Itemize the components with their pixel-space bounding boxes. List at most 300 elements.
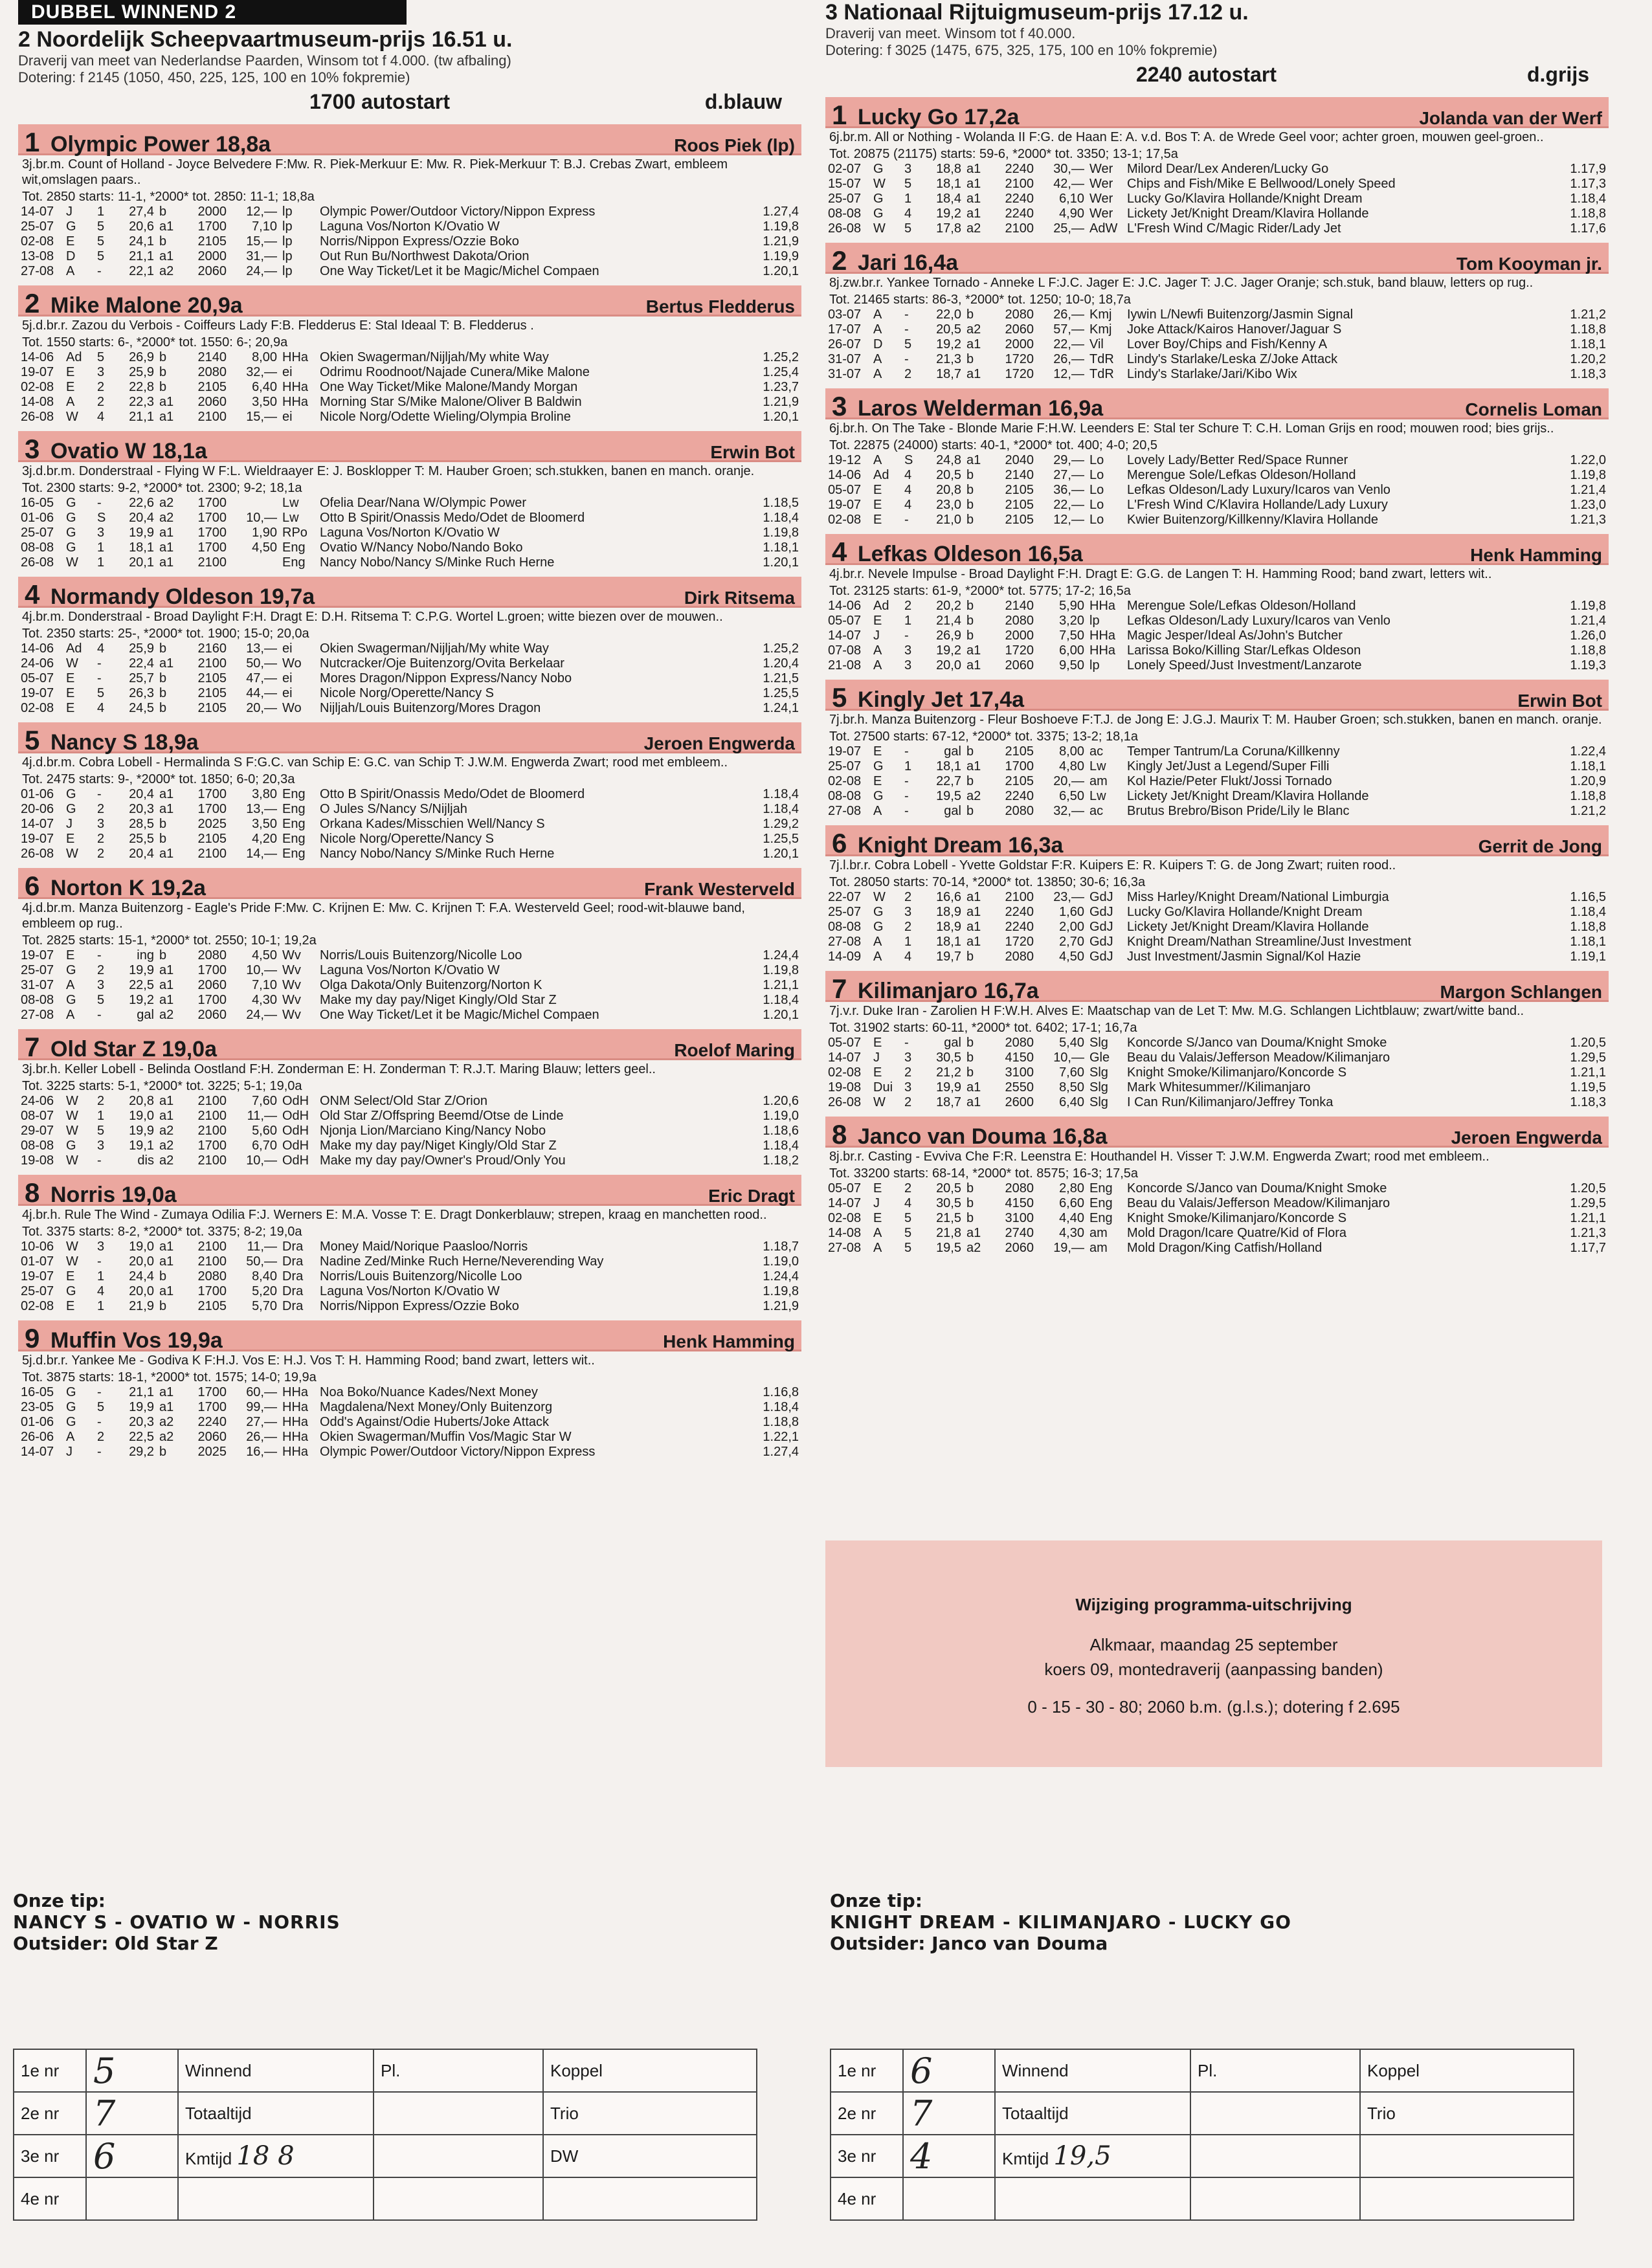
table-cell: 7,10 [252,219,277,234]
table-cell: 2060 [197,264,227,278]
table-cell: 26-08 [21,555,54,570]
table-cell: lp [1089,614,1100,628]
table-cell: HHa [282,1445,309,1459]
table-cell: 05-07 [828,483,862,497]
form-cell[interactable] [178,2177,374,2220]
handwritten-kmtijd: 19,5 [1053,2141,1111,2171]
table-row [825,1080,1609,1095]
table-cell: 4 [904,206,912,221]
table-cell: J [66,817,73,831]
table-row [825,206,1609,221]
horse-stats: Tot. 27500 starts: 67-12, *2000* tot. 3375; 13-2; 18,1a [829,729,1139,744]
table-cell: GdJ [1089,920,1113,934]
table-cell: A [873,1241,882,1255]
table-cell: b [159,832,167,846]
table-row [825,1196,1609,1211]
table-cell: E [66,234,75,249]
table-row [825,905,1609,920]
table-row [18,526,801,540]
horse-stats: Tot. 1550 starts: 6-, *2000* tot. 1550: 6-; 20,9a [22,335,288,350]
table-cell: 4150 [1005,1196,1034,1210]
handwritten-number: 6 [93,2135,116,2177]
table-cell: Olympic Power/Outdoor Victory/Nippon Express [320,1445,596,1459]
table-cell: 4,50 [1059,950,1084,964]
table-cell: Brutus Brebro/Bison Pride/Lily le Blanc [1127,804,1350,818]
table-cell: 3 [97,526,105,540]
horse-name: Knight Dream 16,3a [858,833,1064,858]
table-cell: 1.18,6 [763,1124,799,1138]
table-cell: 2100 [197,1153,227,1168]
horse-header [18,577,801,608]
table-cell: 2160 [197,641,227,656]
horse-name: Lefkas Oldeson 16,5a [858,542,1083,566]
table-cell: Dra [282,1240,304,1254]
horse-header [18,1320,801,1351]
table-row [18,1109,801,1124]
table-cell: 3 [97,1240,105,1254]
table-cell: 4,20 [252,832,277,846]
table-cell: 1.25,2 [763,641,799,656]
horse-number: 5 [832,682,847,713]
form-cell[interactable] [1360,2135,1574,2177]
table-cell: E [66,380,75,394]
horse-stats: Tot. 31902 starts: 60-11, *2000* tot. 6402; 17-1; 16,7a [829,1021,1137,1035]
table-cell: 02-08 [21,1299,54,1313]
table-cell: - [97,1415,102,1429]
table-cell: 1.18,4 [763,1400,799,1414]
horse-header [18,124,801,155]
table-cell: Wo [282,701,302,715]
table-cell: a1 [159,963,174,977]
table-cell: Just Investment/Jasmin Signal/Kol Hazie [1127,950,1361,964]
table-cell: 1.18,8 [1570,322,1606,337]
table-cell: 1.20,5 [1570,1181,1606,1195]
table-cell: 2105 [1005,513,1034,527]
table-cell: Miss Harley/Knight Dream/National Limburgia [1127,890,1389,904]
number-entry[interactable] [903,2177,995,2220]
table-cell: b [966,950,974,964]
table-cell: 1.20,9 [1570,774,1606,788]
table-cell: 2100 [197,410,227,424]
table-row [18,948,801,963]
table-cell: 5 [904,1226,912,1240]
number-entry[interactable] [86,2177,178,2220]
table-cell: 1.21,2 [1570,804,1606,818]
table-cell: 4150 [1005,1051,1034,1065]
table-cell: 23-05 [21,1400,54,1414]
number-entry[interactable] [903,2049,995,2092]
table-cell: 5,20 [252,1284,277,1298]
table-cell: A [873,804,882,818]
table-cell: 1.17,7 [1570,1241,1606,1255]
table-cell: 21,5 [936,1211,961,1225]
table-cell: 3 [904,658,912,673]
table-cell: 08-08 [21,1139,54,1153]
table-cell: Nutcracker/Oje Buitenzorg/Ovita Berkelaar [320,656,564,671]
table-row [18,1385,801,1400]
horse-number: 3 [832,391,847,421]
table-cell: 2 [97,802,105,816]
horse-name: Normandy Oldeson 19,7a [50,584,315,609]
table-cell: 2740 [1005,1226,1034,1240]
table-cell: Lw [1089,759,1106,773]
form-cell[interactable] [374,2092,543,2135]
table-cell: 1.20,1 [763,264,799,278]
table-cell: ac [1089,804,1104,818]
form-row-label: 2e nr [831,2092,903,2135]
table-cell: 10,— [246,511,277,525]
horse-name: Old Star Z 19,0a [50,1037,217,1062]
table-row [825,352,1609,367]
table-cell: 2000 [197,249,227,263]
table-cell: 1.18,1 [1570,337,1606,351]
table-cell: 30,— [1053,162,1084,176]
table-cell: 16,6 [936,890,961,904]
table-cell: 1.27,4 [763,205,799,219]
number-entry[interactable] [903,2092,995,2135]
table-cell: Lickety Jet/Knight Dream/Klavira Hollande [1127,789,1369,803]
race-history-table [18,787,801,862]
table-row [825,367,1609,382]
table-cell: Vil [1089,337,1104,351]
table-cell: 2 [904,890,912,904]
table-cell: Lw [282,496,299,510]
table-cell: 08-08 [828,789,862,803]
horse-header [825,388,1609,419]
table-cell: E [66,1299,75,1313]
table-cell: 1.18,8 [1570,789,1606,803]
table-cell: 21,3 [936,352,961,366]
table-cell: 31-07 [21,978,54,992]
form-cell[interactable] [1190,2177,1360,2220]
table-cell: b [966,744,974,759]
table-cell: 1.19,0 [763,1254,799,1269]
table-cell: 29,2 [129,1445,154,1459]
table-cell: Laguna Vos/Norton K/Ovatio W [320,219,500,234]
table-cell: 4,30 [252,993,277,1007]
table-cell: 24,— [246,1008,277,1022]
table-cell: Norris/Louis Buitenzorg/Nicolle Loo [320,1269,522,1284]
table-row [18,555,801,570]
race-history-table [18,350,801,425]
table-cell: 2105 [197,832,227,846]
table-cell: Ad [66,641,82,656]
table-cell: 1.18,1 [1570,935,1606,949]
table-cell: 18,1 [936,177,961,191]
table-cell: 1.21,3 [1570,1226,1606,1240]
table-cell: 26,3 [129,686,154,700]
table-row [825,1181,1609,1196]
table-cell: Kmj [1089,322,1112,337]
table-cell: 2105 [197,701,227,715]
table-cell: - [97,1008,102,1022]
table-row [825,614,1609,628]
table-cell: 2025 [197,1445,227,1459]
table-cell: ei [282,365,293,379]
table-cell: S [97,511,106,525]
table-cell: 01-06 [21,1415,54,1429]
table-cell: 25,9 [129,641,154,656]
table-row [18,1284,801,1299]
table-cell: 19,2 [936,337,961,351]
table-cell: Slg [1089,1095,1108,1109]
form-cell[interactable] [1190,2135,1360,2177]
table-row [825,789,1609,804]
table-cell: 20,0 [936,658,961,673]
table-cell: Laguna Vos/Norton K/Ovatio W [320,1284,500,1298]
table-cell: 1.16,8 [763,1385,799,1399]
table-cell: lp [282,219,293,234]
table-cell: O Jules S/Nancy S/Nijljah [320,802,467,816]
table-cell: Dra [282,1284,304,1298]
table-cell: D [873,337,883,351]
table-cell: 2 [904,1065,912,1080]
table-cell: A [873,643,882,658]
table-row [18,1124,801,1139]
table-row [18,832,801,847]
table-cell: 20,8 [936,483,961,497]
table-cell: b [966,1196,974,1210]
table-cell: 1700 [197,540,227,555]
table-cell: a1 [966,367,981,381]
table-cell: 21,2 [936,1065,961,1080]
table-cell: E [873,483,882,497]
table-cell: a1 [159,540,174,555]
table-cell: 3 [904,905,912,919]
table-row [825,774,1609,789]
table-cell: A [66,1008,75,1022]
form-cell[interactable] [995,2177,1190,2220]
number-entry[interactable] [86,2049,178,2092]
number-entry[interactable] [86,2092,178,2135]
table-cell: a1 [159,847,174,861]
table-cell: Eng [282,832,306,846]
table-cell: 01-06 [21,511,54,525]
table-cell: 24,5 [129,701,154,715]
bet-form-right [830,2049,1574,2221]
table-cell: 4,50 [252,948,277,962]
table-cell: HHa [282,1400,309,1414]
table-cell: Lo [1089,498,1104,512]
table-cell: Magdalena/Next Money/Only Buitenzorg [320,1400,553,1414]
table-cell: 3,20 [1059,614,1084,628]
table-cell: b [159,234,167,249]
table-cell: a1 [966,643,981,658]
table-cell: 1.21,1 [1570,1065,1606,1080]
table-cell: 21,1 [129,410,154,424]
table-cell: 5 [904,1211,912,1225]
horse-number: 7 [832,973,847,1004]
table-cell: 22-07 [828,890,862,904]
horse-entry [18,577,801,716]
table-cell [229,496,280,511]
horse-driver: Roos Piek (lp) [674,135,795,155]
table-cell: - [97,1385,102,1399]
handwritten-number: 7 [910,2093,933,2134]
horse-driver: Gerrit de Jong [1478,836,1602,856]
notice-line: koers 09, montedraverij (aanpassing banden) [1044,1660,1383,1679]
table-cell: 02-08 [828,1065,862,1080]
table-cell: G [66,802,76,816]
horse-number: 4 [832,537,847,567]
table-cell: 20,6 [129,219,154,234]
table-cell: 18,9 [936,920,961,934]
table-cell: 5 [97,686,105,700]
table-cell: 16-05 [21,496,54,510]
table-row [825,162,1609,177]
table-row [825,498,1609,513]
table-cell: 1.18,3 [1570,1095,1606,1109]
table-cell: 1 [904,614,912,628]
table-cell: Magic Jesper/Ideal As/John's Butcher [1127,628,1343,643]
table-cell: 1700 [197,526,227,540]
table-cell: Norris/Nippon Express/Ozzie Boko [320,234,519,249]
table-cell: W [66,1153,78,1168]
table-cell: 4,90 [1059,206,1084,221]
table-cell: 2100 [197,555,227,570]
table-cell: b [966,804,974,818]
table-cell: Make my day pay/Niget Kingly/Old Star Z [320,1139,557,1153]
table-cell: - [97,1254,102,1269]
table-cell: 2040 [1005,453,1034,467]
table-cell: OdH [282,1139,309,1153]
table-row [825,628,1609,643]
table-row [18,365,801,380]
table-cell: - [97,948,102,962]
table-cell: Dra [282,1299,304,1313]
horse-name: Lucky Go 17,2a [858,105,1020,129]
table-row [18,656,801,671]
horse-name: Jari 16,4a [858,250,959,275]
horse-stats: Tot. 21465 starts: 86-3, *2000* tot. 1250; 10-0; 18,7a [829,293,1131,307]
table-cell: 1.22,4 [1570,744,1606,759]
table-cell: - [904,804,909,818]
table-row [18,817,801,832]
table-cell: 26,9 [936,628,961,643]
number-entry[interactable] [86,2135,178,2177]
table-row [18,978,801,993]
table-cell: 1720 [1005,935,1034,949]
table-cell: 4,80 [1059,759,1084,773]
race-meta [825,59,1609,91]
table-cell: 5,70 [252,1299,277,1313]
table-cell: 2 [904,599,912,613]
table-cell: 18,1 [936,935,961,949]
horse-list [18,124,801,1460]
table-cell: 16-05 [21,1385,54,1399]
table-cell: A [66,395,75,409]
table-cell: 1.20,1 [763,1008,799,1022]
table-cell: 19,9 [129,963,154,977]
race-history-table [18,1094,801,1168]
table-cell: 3,50 [252,817,277,831]
table-cell: 1.20,5 [1570,1036,1606,1050]
table-cell: - [904,352,909,366]
form-cell[interactable] [374,2135,543,2177]
table-cell: G [66,540,76,555]
table-cell: Norris/Louis Buitenzorg/Nicolle Loo [320,948,522,962]
table-row [825,890,1609,905]
table-cell: 10,— [246,963,277,977]
horse-entry [18,1029,801,1168]
form-cell[interactable] [543,2177,757,2220]
table-cell: I Can Run/Kilimanjaro/Jeffrey Tonka [1127,1095,1334,1109]
table-cell: Wo [282,656,302,671]
table-cell: 25-07 [828,905,862,919]
table-cell: A [873,950,882,964]
horse-stats: Tot. 22875 (24000) starts: 40-1, *2000* tot. 400; 4-0; 20,5 [829,438,1158,452]
table-cell: HHa [282,1430,309,1444]
table-cell: 27-08 [828,1241,862,1255]
table-cell: Lo [1089,483,1104,497]
table-cell: 4 [97,701,105,715]
form-label: Kmtijd 19,5 [995,2135,1190,2177]
table-cell: E [873,1211,882,1225]
table-row [18,641,801,656]
table-cell: 5 [97,1400,105,1414]
horse-header [825,825,1609,856]
form-cell[interactable] [1360,2177,1574,2220]
table-cell: - [97,671,102,685]
table-cell: gal [944,1036,961,1050]
table-cell: 2060 [197,1430,227,1444]
table-cell: 21-08 [828,658,862,673]
table-cell: 05-07 [828,1181,862,1195]
table-cell: 21,1 [129,1385,154,1399]
table-cell: 23,0 [936,498,961,512]
tip-picks: KNIGHT DREAM - KILIMANJARO - LUCKY GO [830,1911,1291,1933]
table-cell: G [66,219,76,234]
horse-entry [825,971,1609,1110]
horse-name: Olympic Power 18,8a [50,132,271,157]
race-history-table [825,453,1609,528]
table-row [18,1400,801,1415]
form-label: DW [543,2135,757,2177]
notice-line: 0 - 15 - 30 - 80; 2060 b.m. (g.l.s.); dotering f 2.695 [1027,1697,1400,1717]
table-cell: 1.27,4 [763,1445,799,1459]
table-cell: 1720 [1005,367,1034,381]
number-entry[interactable] [903,2135,995,2177]
table-cell: 1,90 [252,526,277,540]
table-cell: a2 [159,1430,174,1444]
table-cell: 5 [97,234,105,249]
table-cell: 08-07 [21,1109,54,1123]
table-cell: 12,— [246,205,277,219]
table-cell: b [159,1269,167,1284]
table-cell: 1.21,9 [763,395,799,409]
table-cell: 1.17,6 [1570,221,1606,236]
table-cell: OdH [282,1153,309,1168]
table-cell: 1.25,2 [763,350,799,364]
table-cell: 1 [904,759,912,773]
horse-stats: Tot. 20875 (21175) starts: 59-6, *2000* tot. 3350; 13-1; 17,5a [829,147,1178,161]
table-cell: ei [282,410,293,424]
form-cell[interactable] [1190,2092,1360,2135]
table-row [825,192,1609,206]
table-cell: 5 [904,177,912,191]
table-cell: Beau du Valais/Jefferson Meadow/Kilimanjaro [1127,1196,1390,1210]
table-cell: W [873,177,886,191]
table-cell: b [966,1065,974,1080]
form-cell[interactable] [374,2177,543,2220]
table-cell: a1 [159,249,174,263]
table-cell: Make my day pay/Owner's Proud/Only You [320,1153,566,1168]
table-cell: 2 [97,395,105,409]
form-label: Trio [543,2092,757,2135]
horse-number: 4 [25,579,40,610]
table-cell: 02-08 [21,701,54,715]
table-cell: L'Fresh Wind C/Klavira Hollande/Lady Luxury [1127,498,1388,512]
